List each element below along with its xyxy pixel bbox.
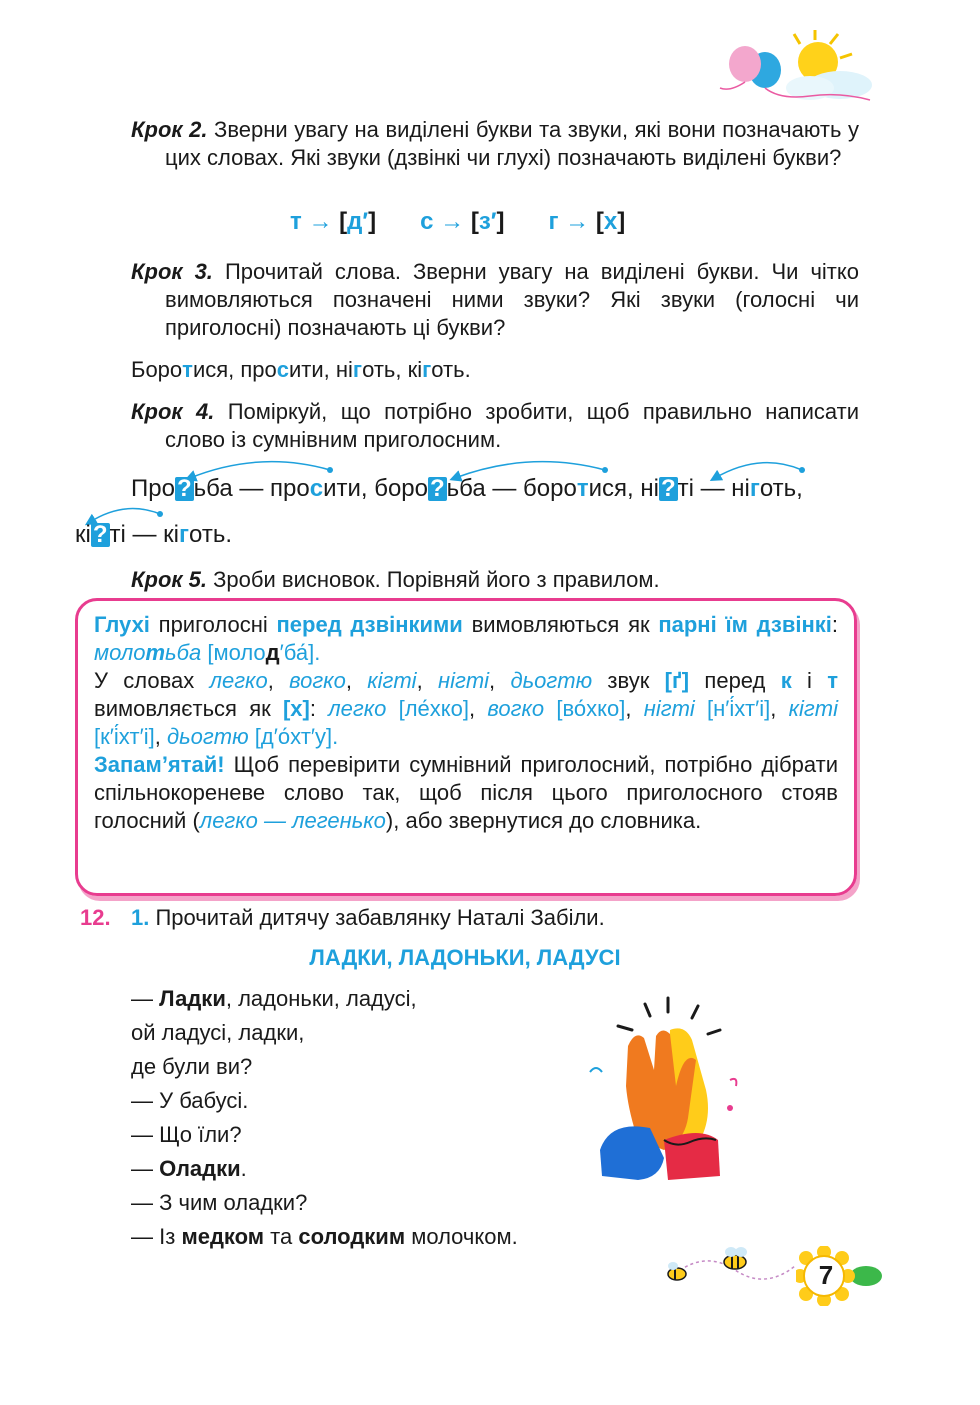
text: к (780, 668, 792, 693)
arrow-icon: → (308, 208, 333, 235)
poem-line: — У бабусі. (131, 1088, 249, 1113)
text: вимовляється як (94, 696, 283, 721)
text: У словах (94, 668, 210, 693)
text: і (791, 668, 828, 693)
text: молочком. (405, 1224, 518, 1249)
step-2-label: Крок 2. (131, 117, 208, 142)
text: Ладки (159, 986, 226, 1011)
text: ьба — боро (446, 475, 577, 502)
text: та (264, 1224, 299, 1249)
subtask-number: 1. (131, 905, 150, 930)
mapping-sound: д′ (347, 208, 369, 235)
mapping-s: с → [з′] (420, 208, 505, 235)
words-line (131, 356, 471, 384)
balloons-sun-icon (690, 30, 900, 110)
text: перед дзвінкими (276, 612, 463, 637)
mapping-h: г → [х] (548, 208, 626, 235)
step-3 (131, 258, 859, 342)
text: . (240, 1156, 247, 1181)
text: ися, про (192, 357, 277, 382)
text: [х] (282, 696, 310, 721)
rule-paragraph-1 (94, 611, 838, 667)
step-3-label: Крок 3. (131, 259, 213, 284)
text: Щоб перевірити сумнівний приголосний, потрібно дібрати спільнокореневе слово так, щоб після цього приголосного стояв голосний ( (94, 752, 838, 833)
text: вимовляються як (462, 612, 659, 637)
task-number: 12. (80, 905, 111, 930)
text: ися, ні (588, 475, 659, 502)
text: приголосні (149, 612, 277, 637)
text: моло (94, 640, 146, 665)
text: : (831, 612, 839, 637)
text: звук (592, 668, 665, 693)
text: Оладки (159, 1156, 241, 1181)
text: [ґ] (664, 668, 690, 693)
text: , ладоньки, ладусі, (225, 986, 417, 1011)
step-5-text: Зроби висновок. Порівняй його з правилом. (213, 567, 660, 592)
text: ті — кі (109, 521, 180, 548)
step-5 (131, 566, 660, 594)
poem-line: ой ладусі, ладки, (131, 1020, 305, 1045)
highlight-letter: т (576, 475, 589, 502)
text: ити, боро (323, 475, 428, 502)
highlight-letter: г (179, 521, 190, 548)
text: оть. (431, 357, 471, 382)
task-instruction (131, 904, 605, 932)
question-mark-box: ? (92, 521, 108, 548)
text: дьогтю (166, 724, 249, 749)
clapping-hands-icon (580, 990, 760, 1185)
mapping-t: т → [д′] (290, 208, 377, 235)
text: д (265, 640, 280, 665)
step-3-text: Прочитай слова. Зверни увагу на виділені букви. Чи чітко вимовляються позначені ними звуки? Які звуки (голосні чи приголосні) позначають ці букви? (165, 259, 859, 340)
mapping-sound: з′ (478, 208, 497, 235)
highlight-letter: с (276, 357, 289, 382)
poem (131, 982, 518, 1254)
text: Глухі (94, 612, 150, 637)
rule-box (75, 598, 857, 896)
text: ьба (165, 640, 202, 665)
sound-mapping (290, 208, 690, 236)
step-2 (131, 116, 859, 172)
text: [моло (201, 640, 266, 665)
text: [во́хко] (556, 696, 626, 721)
text: вогко (487, 696, 545, 721)
rule-paragraph-2: У словах легко, вогко, кігті, нігті, дьогтю звук [ґ] перед к і т вимовляється як [х]: легко [ле́хко], вогко [во́хко], нігті [н′і́хт′і], кігті [к′і́хт′і], дьогтю [д′о́хт′у]. (94, 668, 838, 749)
text: вогко (289, 668, 346, 693)
mapping-letter: г (548, 208, 559, 235)
arrow-icon: → (440, 208, 465, 235)
text: Запам’ятай! (94, 752, 225, 777)
highlight-letter: с (309, 475, 324, 502)
text: ), або звернутися до словника. (385, 808, 702, 833)
page-number: 7 (818, 1260, 834, 1290)
arrow-icon: → (565, 208, 590, 235)
step-5-label: Крок 5. (131, 567, 208, 592)
text: Про (131, 475, 175, 502)
step-4 (131, 398, 859, 454)
text: кігті (367, 668, 417, 693)
text: дьогтю (510, 668, 593, 693)
rule-paragraph-3 (94, 751, 838, 835)
text: парні їм (658, 612, 748, 637)
text: легко — легенько (199, 808, 386, 833)
highlight-letter: т (182, 357, 193, 382)
text: — (131, 1156, 160, 1181)
text: — Із (131, 1224, 182, 1249)
example-line-2 (75, 520, 232, 550)
text: кігті (788, 696, 838, 721)
text: [ле́хко] (398, 696, 470, 721)
question-mark-box: ? (430, 475, 445, 502)
text: ′ба́]. (279, 640, 321, 665)
text: оть, (759, 475, 803, 502)
step-4-label: Крок 4. (131, 399, 215, 424)
text: легко (328, 696, 387, 721)
mapping-letter: с (420, 208, 434, 235)
poem-line: — З чим оладки? (131, 1190, 308, 1215)
step-2-text: Зверни увагу на виділені букви та звуки, які вони позначають у цих словах. Які звуки (дзвінкі чи глухі) позначають виділені букви? (165, 117, 859, 170)
text: т (827, 668, 838, 693)
mapping-letter: т (290, 208, 302, 235)
text: ити, ні (289, 357, 353, 382)
text: [н′і́хт′і] (707, 696, 771, 721)
text: Прочитай дитячу забавлянку Наталі Забіли. (155, 905, 605, 930)
question-mark-box: ? (660, 475, 676, 502)
poem-line (131, 982, 518, 1016)
text: оть. (189, 521, 232, 548)
poem-line (131, 1152, 518, 1186)
poem-line (131, 1220, 518, 1254)
poem-line: де були ви? (131, 1054, 253, 1079)
text: дзвінкі (756, 612, 832, 637)
mapping-sound: х (603, 208, 618, 235)
text: — (131, 986, 160, 1011)
poem-line: — Що їли? (131, 1122, 242, 1147)
text: перед (689, 668, 781, 693)
text: ьба — про (193, 475, 310, 502)
highlight-letter: г (422, 357, 432, 382)
example-line-1 (131, 474, 859, 504)
step-4-text: Поміркуй, що потрібно зробити, щоб правильно написати слово із сумнівним приголосним. (165, 399, 859, 452)
text: кі (75, 521, 91, 548)
text: легко (209, 668, 268, 693)
text: т (145, 640, 166, 665)
highlight-letter: г (352, 357, 363, 382)
text: нігті (643, 696, 695, 721)
text: нігті (437, 668, 490, 693)
question-mark-box: ? (176, 475, 192, 502)
highlight-letter: г (749, 475, 760, 502)
text: ті — ні (677, 475, 750, 502)
text: солодким (298, 1224, 406, 1249)
text: оть, кі (362, 357, 423, 382)
bee-icon (655, 1240, 805, 1295)
poem-title: ЛАДКИ, ЛАДОНЬКИ, ЛАДУСІ (309, 945, 621, 970)
text: [д′о́хт′у]. (254, 724, 339, 749)
text: медком (181, 1224, 265, 1249)
text: [к′і́хт′і] (94, 724, 155, 749)
text: Боро (131, 357, 183, 382)
